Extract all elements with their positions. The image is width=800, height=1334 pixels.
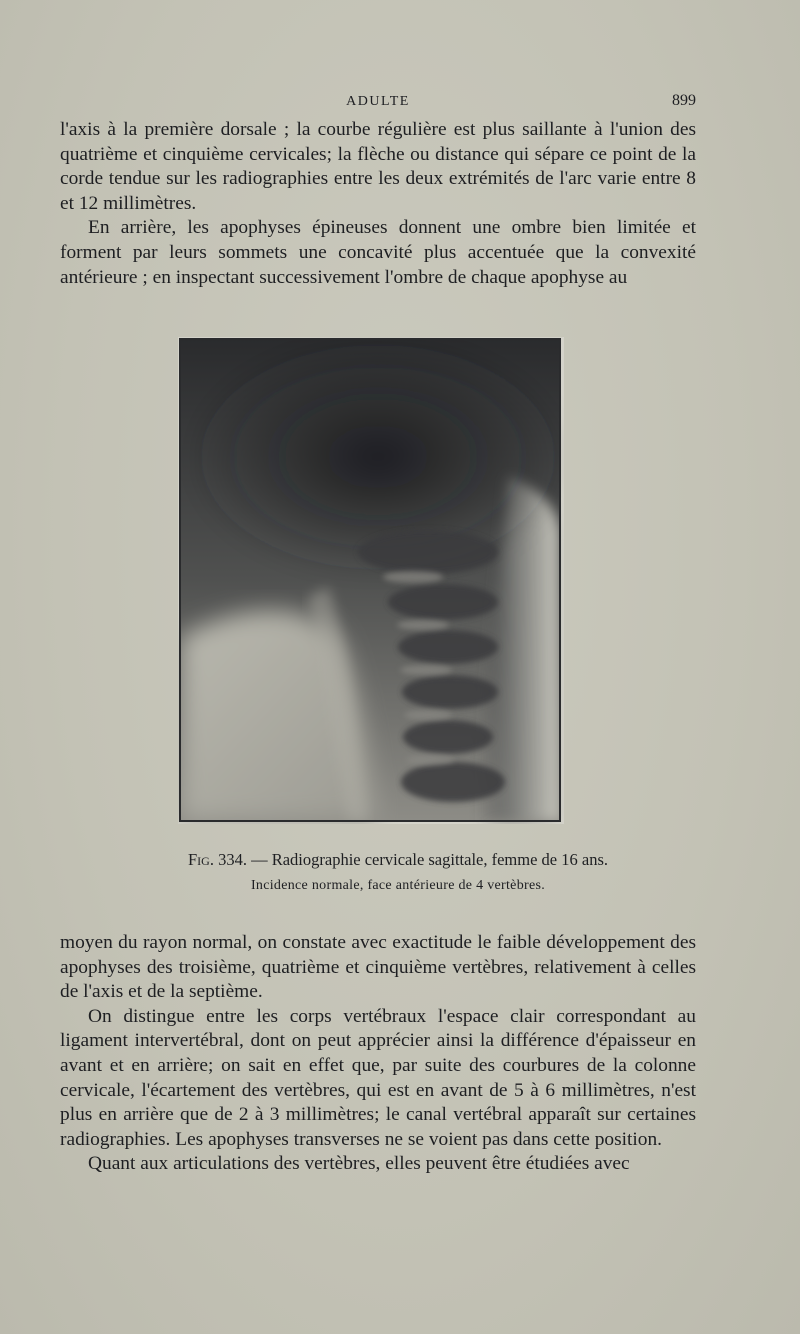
figure-caption xyxy=(60,850,736,870)
paragraph: En arrière, les apophyses épineuses donnent une ombre bien limitée et forment par leurs sommets une concavité plus accentuée que la convexité antérieure ; en inspectant successivement l'ombre de chaque apophyse au xyxy=(60,217,696,288)
paragraph: Quant aux articulations des vertèbres, elles peuvent être étudiées avec xyxy=(88,1153,630,1175)
running-head xyxy=(60,92,696,114)
paragraph-continued: moyen du rayon normal, on constate avec exactitude le faible développement des apophyses des troisième, quatrième et cinquième vertèbres, relativement à celles de l'axis et de la septième. xyxy=(60,932,696,1003)
paragraph-continued: l'axis à la première dorsale ; la courbe régulière est plus saillante à l'union des quatrième et cinquième cervicales; la flèche ou distance qui sépare ce point de la corde tendue sur les radiographies entre les deux extrémités de l'arc varie entre 8 et 12 millimètres. xyxy=(60,119,696,214)
figure-label: Fig. 334. xyxy=(188,850,247,869)
text-block-bottom xyxy=(60,931,696,1177)
page-number: 899 xyxy=(672,92,696,109)
figure-subcaption: Incidence normale, face antérieure de 4 vertèbres. xyxy=(250,878,546,893)
running-title: ADULTE xyxy=(346,94,410,109)
figure-caption-text: — Radiographie cervicale sagittale, femme de 16 ans. xyxy=(251,850,608,869)
radiograph-image xyxy=(178,337,564,824)
radiograph-figure xyxy=(178,337,564,824)
text-block-top xyxy=(60,118,696,290)
paragraph: On distingue entre les corps vertébraux l'espace clair correspondant au ligament intervertébral, dont on peut apprécier ainsi la différence d'épaisseur en avant et en arrière; on sait en effet que, par suite des courbures de la colonne cervicale, l'écartement des vertèbres, qui est en avant de 5 à 6 millimètres, n'est plus en arrière que de 2 à 3 millimètres; le canal vertébral apparaît sur certaines radiographies. Les apophyses transverses ne se voient pas dans cette position. xyxy=(60,1005,696,1150)
